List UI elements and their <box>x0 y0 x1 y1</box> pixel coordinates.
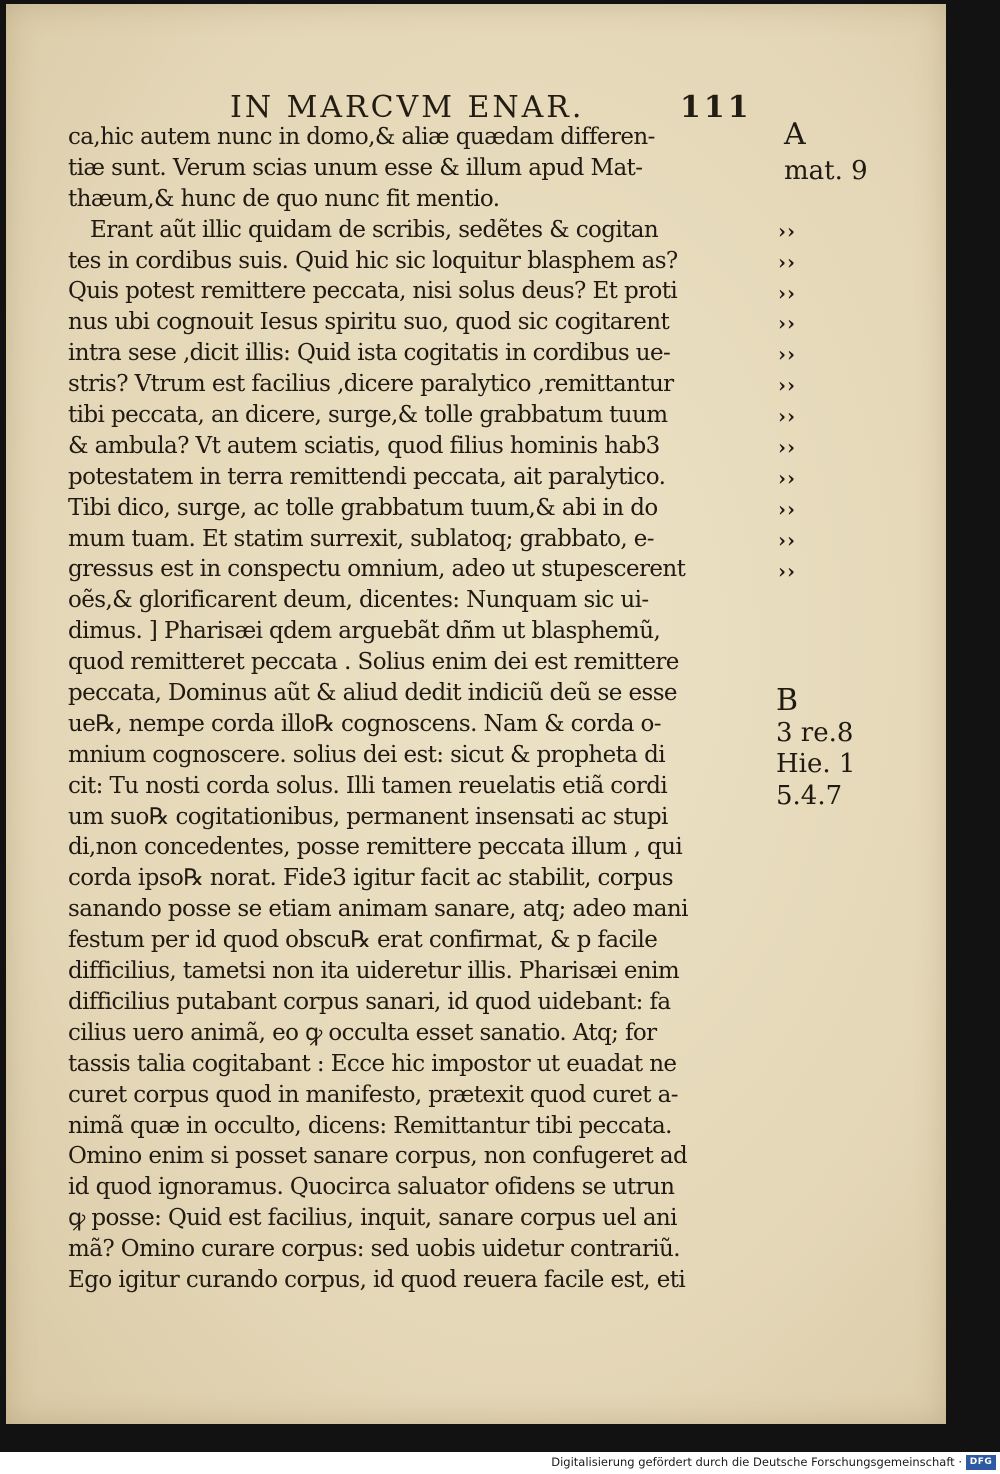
margin-ref-mat: mat. 9 <box>784 156 868 186</box>
margin-ref-reg: 3 re.8 <box>776 718 854 748</box>
quote-mark: ›› <box>778 342 796 367</box>
text-line: peccata, Dominus aũt & aliud dedit indiciũ deũ se esse <box>68 680 677 707</box>
text-line: festum per id quod obscu℞ erat confirmat, & p facile <box>68 927 658 954</box>
text-line: di,non concedentes, posse remittere peccata illum , qui <box>68 834 683 861</box>
quote-mark: ›› <box>778 218 796 243</box>
footer-credit: Digitalisierung gefördert durch die Deutsche Forschungsgemeinschaft · <box>551 1455 962 1469</box>
text-line: cit: Tu nosti corda solus. Illi tamen reuelatis etiã cordi <box>68 772 668 799</box>
text-line: tibi peccata, an dicere, surge,& tolle grabbatum tuum <box>68 402 668 429</box>
quote-mark: ›› <box>778 311 796 336</box>
quote-mark: ›› <box>778 249 796 274</box>
text-line: Ego igitur curando corpus, id quod reuera facile est, eti <box>68 1266 686 1293</box>
text-line: gressus est in conspectu omnium, adeo ut stupescerent <box>68 556 686 583</box>
margin-ref-hie: Hie. 1 <box>776 749 856 779</box>
quote-mark: ›› <box>778 465 796 490</box>
text-line: mum tuam. Et statim surrexit, sublatoq; grabbato, e- <box>68 525 654 552</box>
quote-mark: ›› <box>778 373 796 398</box>
text-line: thæum,& hunc de quo nunc fit mentio. <box>68 185 500 212</box>
text-line: oẽs,& glorificarent deum, dicentes: Nunquam sic ui- <box>68 587 649 614</box>
text-line: intra sese ,dicit illis: Quid ista cogitatis in cordibus ue- <box>68 340 671 367</box>
text-line: nimã quæ in occulto, dicens: Remittantur tibi peccata. <box>68 1112 672 1139</box>
text-line: ꝙ posse: Quid est facilius, inquit, sanare corpus uel ani <box>68 1205 677 1232</box>
margin-letter-b: B <box>776 683 799 718</box>
text-line: ca,hic autem nunc in domo,& aliæ quædam differen- <box>68 124 655 150</box>
text-line: mã? Omino curare corpus: sed uobis uidetur contrariũ. <box>68 1236 680 1263</box>
digitization-footer <box>0 1452 1000 1474</box>
text-line: tes in cordibus suis. Quid hic sic loquitur blasphem as? <box>68 247 678 274</box>
folio-number: 111 <box>680 90 752 125</box>
text-line: quod remitteret peccata . Solius enim dei est remittere <box>68 649 679 676</box>
text-line: tassis talia cogitabant : Ecce hic impostor ut euadat ne <box>68 1050 677 1077</box>
quote-mark: ›› <box>778 496 796 521</box>
quote-mark: ›› <box>778 280 796 305</box>
text-line: tiæ sunt. Verum scias unum esse & illum apud Mat- <box>68 154 643 181</box>
quote-mark: ›› <box>778 558 796 583</box>
text-line: nus ubi cognouit Iesus spiritu suo, quod sic cogitarent <box>68 309 670 336</box>
text-line: Omino enim si posset sanare corpus, non confugeret ad <box>68 1143 688 1170</box>
text-line: ue℞, nempe corda illo℞ cognoscens. Nam & corda o- <box>68 710 661 737</box>
text-line: Quis potest remittere peccata, nisi solus deus? Et proti <box>68 278 678 305</box>
quote-mark: ›› <box>778 404 796 429</box>
running-head-title: IN MARCVM ENAR. <box>230 90 585 125</box>
text-line: cilius uero animã, eo ꝙ occulta esset sanatio. Atq; for <box>68 1019 657 1046</box>
text-line: & ambula? Vt autem sciatis, quod filius hominis hab3 <box>68 432 660 459</box>
quote-mark: ›› <box>778 527 796 552</box>
text-line: dimus. ] Pharisæi qdem arguebãt dñm ut blasphemũ, <box>68 618 661 645</box>
body-text <box>68 122 768 1296</box>
dfg-logo-icon: DFG <box>966 1455 996 1470</box>
text-line: Tibi dico, surge, ac tolle grabbatum tuum,& abi in do <box>68 494 658 521</box>
text-line: stris? Vtrum est facilius ,dicere paralytico ,remittantur <box>68 371 674 398</box>
text-line: mnium cognoscere. solius dei est: sicut & propheta di <box>68 741 666 768</box>
text-line: difficilius, tametsi non ita uideretur illis. Pharisæi enim <box>68 958 680 985</box>
text-line: difficilius putabant corpus sanari, id quod uidebant: fa <box>68 988 671 1015</box>
book-page <box>6 4 946 1424</box>
text-line: corda ipso℞ norat. Fide3 igitur facit ac stabilit, corpus <box>68 865 673 892</box>
quote-mark: ›› <box>778 435 796 459</box>
text-line: sanando posse se etiam animam sanare, atq; adeo mani <box>68 896 688 923</box>
text-line: potestatem in terra remittendi peccata, ait paralytico. <box>68 463 666 490</box>
text-line: Erant aũt illic quidam de scribis, sedẽtes & cogitan <box>90 216 659 243</box>
text-line: um suo℞ cogitationibus, permanent insensati ac stupi <box>68 803 668 830</box>
text-line: id quod ignoramus. Quocirca saluator ofidens se utrun <box>68 1174 675 1201</box>
margin-ref-num: 5.4.7 <box>776 781 843 811</box>
text-line: curet corpus quod in manifesto, prætexit quod curet a- <box>68 1081 678 1108</box>
margin-letter-a: A <box>784 117 806 152</box>
